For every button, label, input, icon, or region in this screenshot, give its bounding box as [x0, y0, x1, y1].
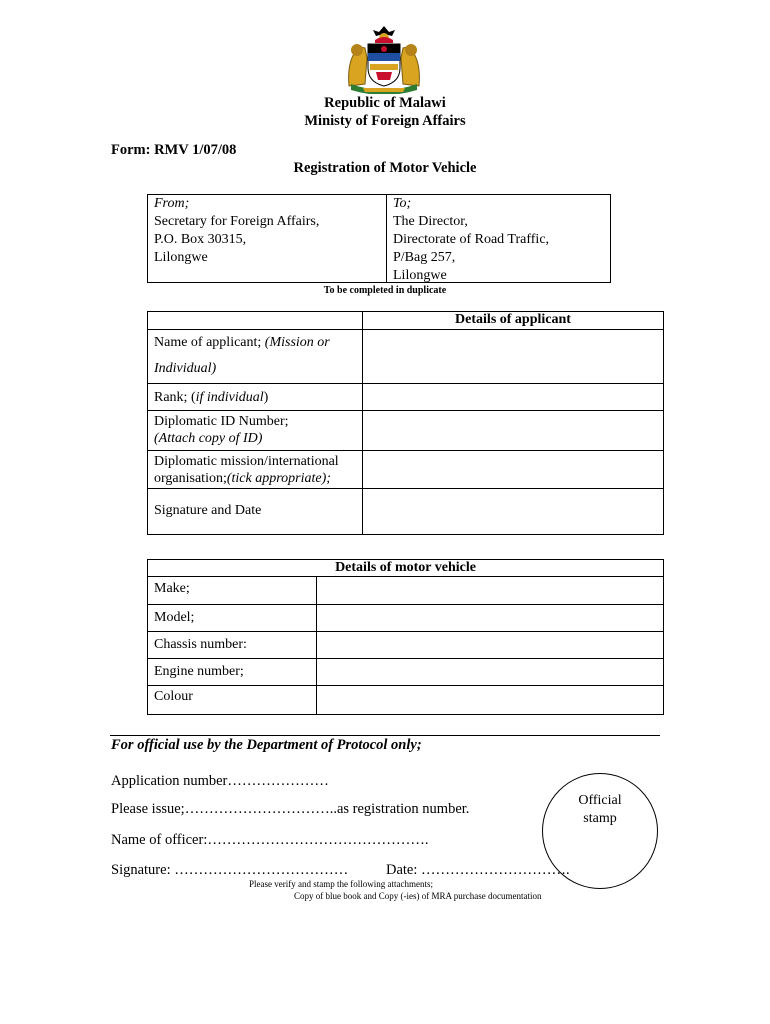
colour-field[interactable] — [317, 686, 664, 715]
republic-heading: Republic of Malawi — [324, 95, 446, 111]
table-row — [148, 605, 664, 632]
form-title: Registration of Motor Vehicle — [293, 160, 477, 176]
from-line: Secretary for Foreign Affairs, — [154, 214, 320, 229]
applicant-table — [147, 311, 664, 535]
footnote-line: Please verify and stamp the following attachments; — [249, 879, 433, 889]
table-row — [148, 451, 664, 489]
mission-field[interactable] — [363, 451, 664, 489]
make-label: Make; — [148, 577, 317, 605]
chassis-label: Chassis number: — [148, 632, 317, 659]
chassis-field[interactable] — [317, 632, 664, 659]
diplomatic-id-field[interactable] — [363, 411, 664, 451]
ministry-heading: Ministy of Foreign Affairs — [304, 113, 466, 129]
to-line: Lilongwe — [393, 268, 447, 283]
table-row — [148, 632, 664, 659]
table-row — [148, 489, 664, 535]
section-divider — [110, 735, 660, 736]
to-block — [393, 195, 549, 285]
from-line: Lilongwe — [154, 250, 208, 265]
signature-line: Signature: ……………………………… — [111, 862, 349, 878]
officer-name-line: Name of officer:………………………………………. — [111, 832, 429, 848]
address-box — [147, 194, 611, 283]
mission-label: Diplomatic mission/international organisation;(tick appropriate); — [148, 451, 363, 489]
table-row — [148, 659, 664, 686]
from-label: From; — [154, 196, 190, 211]
please-issue-line: Please issue;…………………………..as registration number. — [111, 801, 470, 817]
official-use-heading: For official use by the Department of Protocol only; — [111, 737, 422, 753]
vehicle-section-title: Details of motor vehicle — [148, 560, 664, 577]
to-line: The Director, — [393, 214, 468, 229]
official-stamp-circle — [542, 773, 658, 889]
stamp-label: Official — [578, 793, 622, 808]
model-field[interactable] — [317, 605, 664, 632]
application-number-line: Application number………………… — [111, 773, 329, 789]
engine-label: Engine number; — [148, 659, 317, 686]
table-row — [148, 330, 664, 384]
signature-date-field[interactable] — [363, 489, 664, 535]
colour-label: Colour — [148, 686, 317, 715]
to-line: P/Bag 257, — [393, 250, 456, 265]
form-code: Form: RMV 1/07/08 — [111, 142, 237, 158]
duplicate-note: To be completed in duplicate — [323, 285, 447, 296]
table-row — [148, 686, 664, 715]
vehicle-table — [147, 559, 664, 715]
table-row — [148, 384, 664, 411]
applicant-name-label: Name of applicant; (Mission or Individual) — [148, 330, 363, 384]
date-line: Date: …………………………. — [386, 862, 570, 878]
stamp-label: stamp — [583, 811, 617, 826]
footnote-line: Copy of blue book and Copy (-ies) of MRA purchase documentation — [294, 891, 542, 901]
rank-label: Rank; (if individual) — [148, 384, 363, 411]
applicant-section-title: Details of applicant — [363, 312, 664, 330]
coat-of-arms-icon — [343, 24, 425, 94]
engine-field[interactable] — [317, 659, 664, 686]
table-row — [148, 577, 664, 605]
model-label: Model; — [148, 605, 317, 632]
signature-date-label: Signature and Date — [148, 489, 363, 535]
table-row — [148, 411, 664, 451]
diplomatic-id-label: Diplomatic ID Number; (Attach copy of ID) — [148, 411, 363, 451]
to-label: To; — [393, 196, 412, 211]
make-field[interactable] — [317, 577, 664, 605]
from-line: P.O. Box 30315, — [154, 232, 247, 247]
applicant-name-field[interactable] — [363, 330, 664, 384]
to-line: Directorate of Road Traffic, — [393, 232, 550, 247]
from-block — [154, 195, 319, 267]
rank-field[interactable] — [363, 384, 664, 411]
